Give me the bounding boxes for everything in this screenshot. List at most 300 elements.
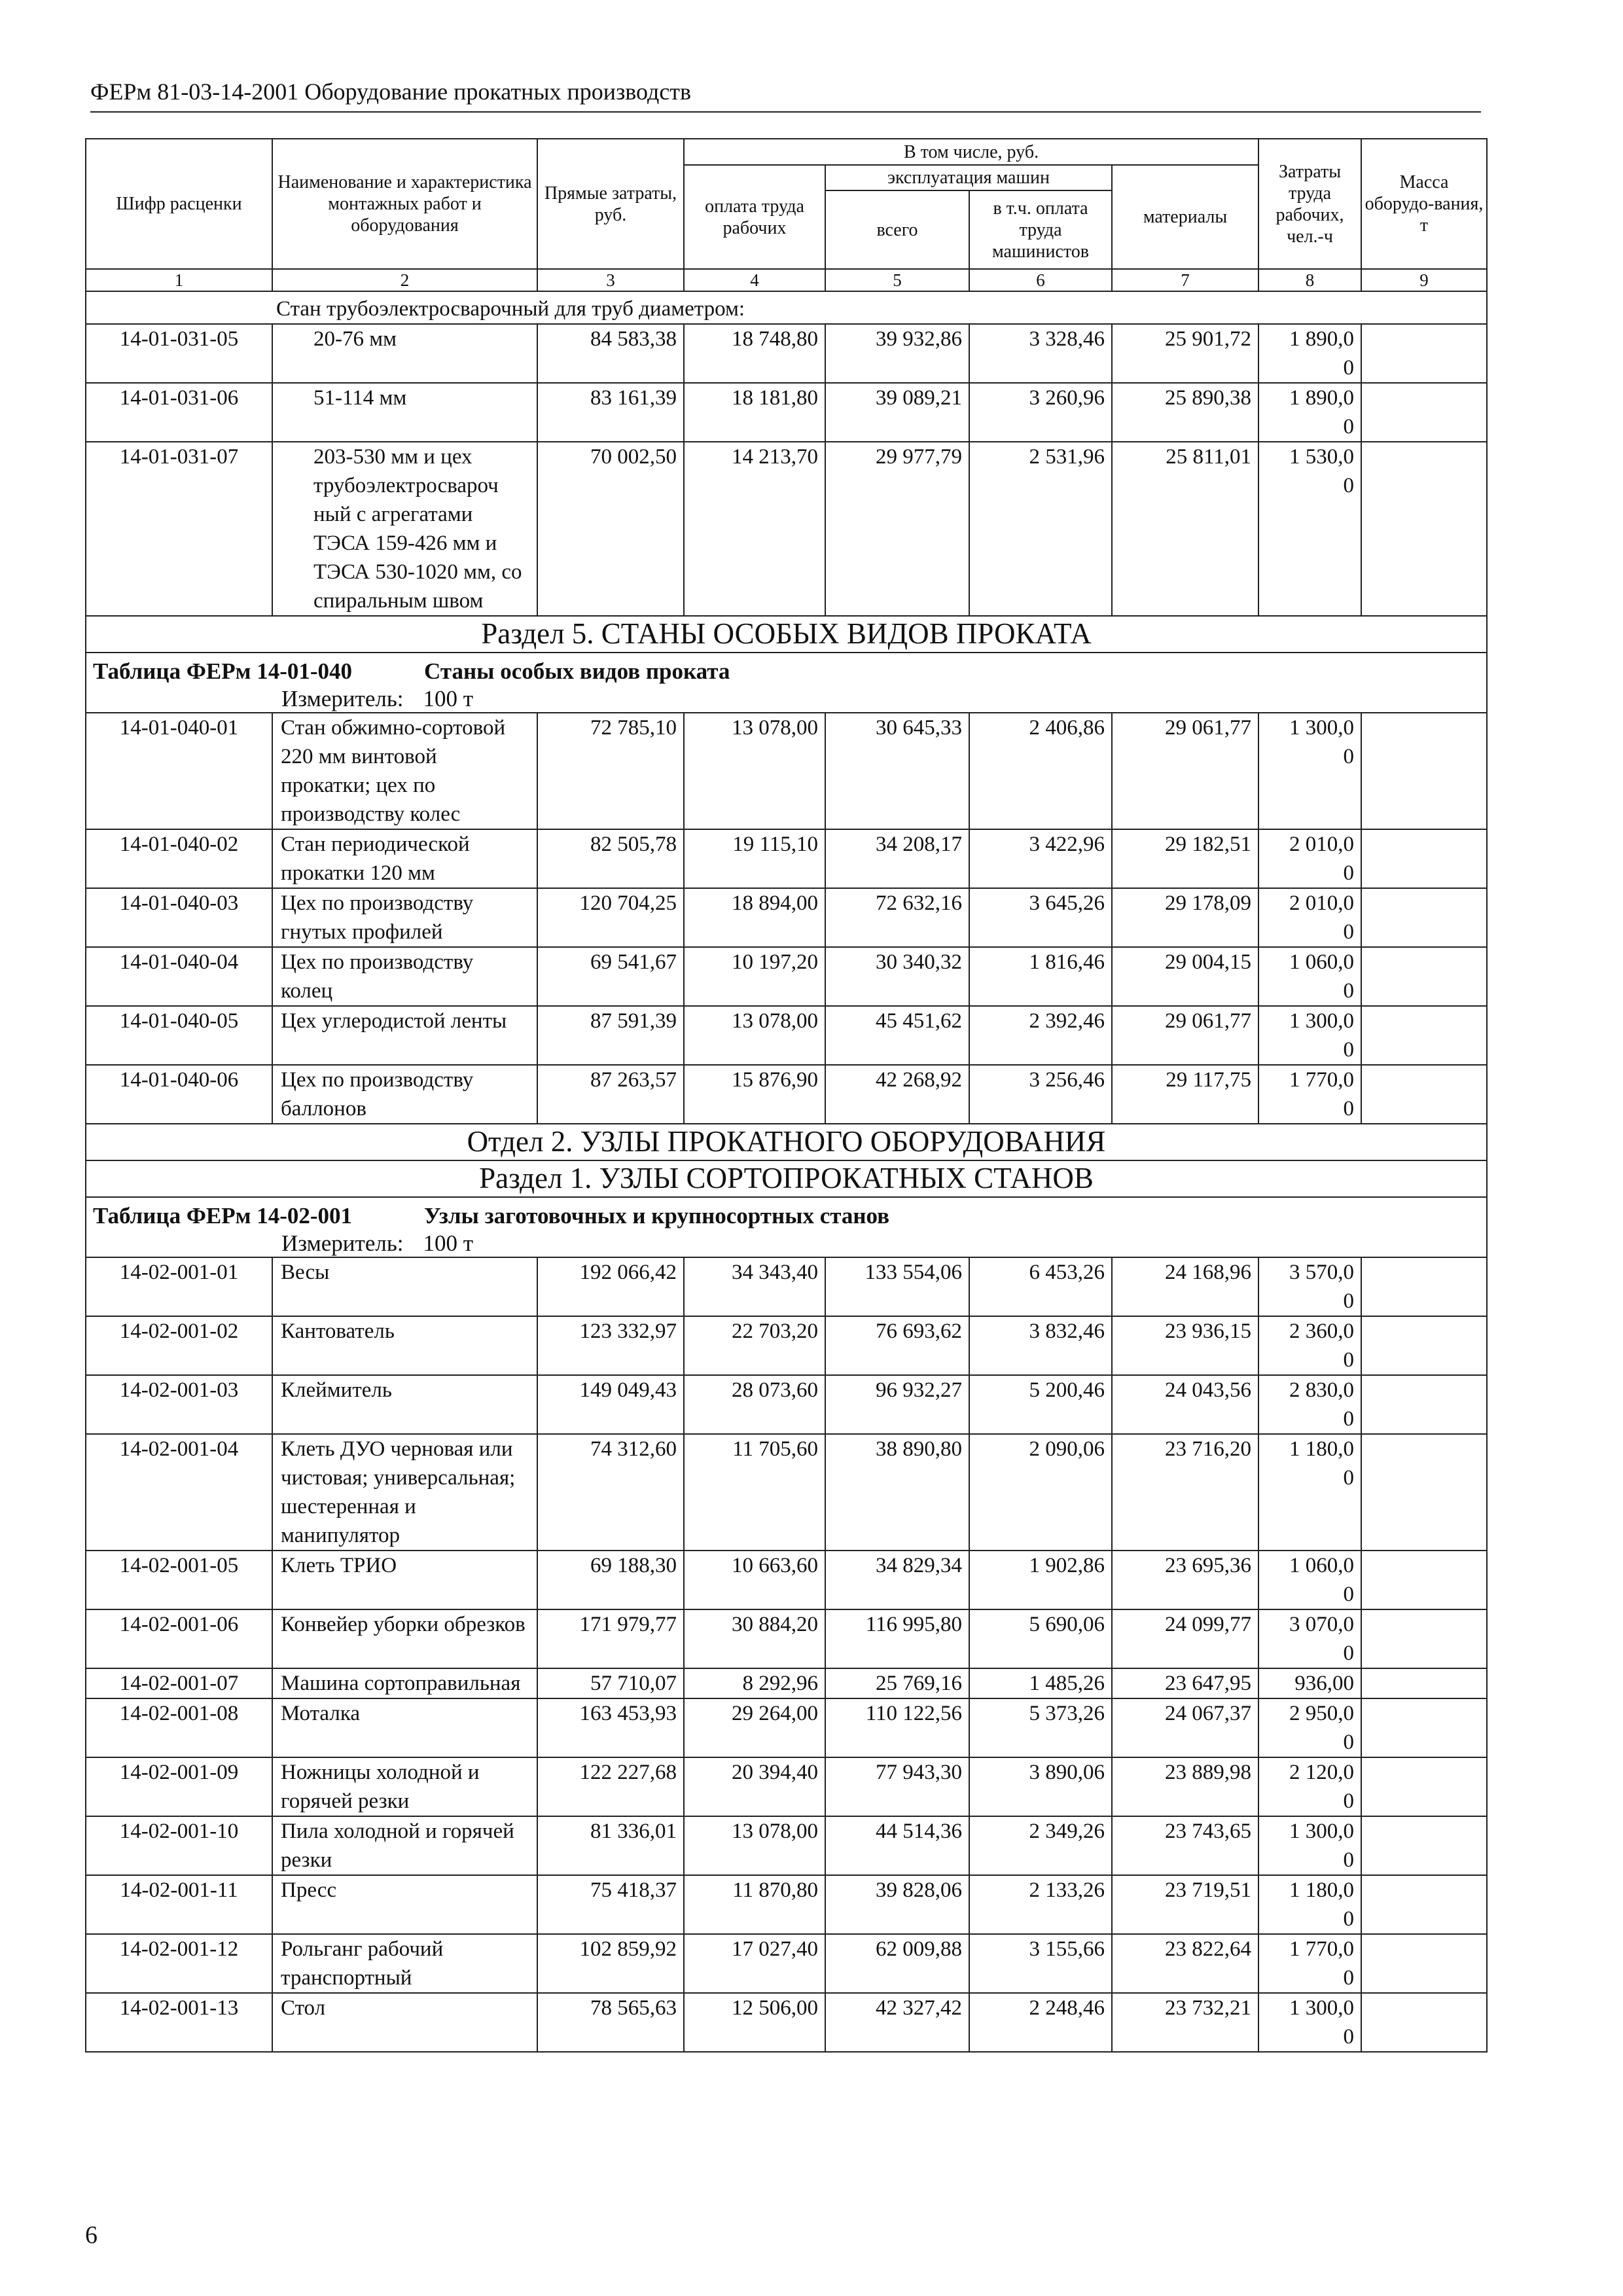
row-machinists-wages: 2 133,26 bbox=[969, 1875, 1112, 1934]
table-row bbox=[86, 1934, 1487, 1993]
row-labor bbox=[1258, 1698, 1361, 1757]
row-mass bbox=[1361, 1934, 1487, 1993]
row-wages: 11 705,60 bbox=[684, 1434, 825, 1551]
labor-value-wrap: 0 bbox=[1343, 1097, 1355, 1121]
row-code: 14-01-031-07 bbox=[86, 442, 272, 616]
row-direct-cost: 81 336,01 bbox=[537, 1816, 684, 1875]
labor-value: 1 300,0 bbox=[1289, 1009, 1355, 1033]
row-code: 14-01-040-05 bbox=[86, 1006, 272, 1065]
labor-value-wrap: 0 bbox=[1343, 1907, 1355, 1931]
col-num: 2 bbox=[272, 269, 537, 291]
row-code: 14-01-031-05 bbox=[86, 324, 272, 383]
col-header-direct: Прямые затраты, руб. bbox=[537, 139, 684, 269]
row-wages: 10 663,60 bbox=[684, 1551, 825, 1609]
row-name: Пила холодной и горячей резки bbox=[272, 1816, 537, 1875]
row-wages: 17 027,40 bbox=[684, 1934, 825, 1993]
row-materials: 25 890,38 bbox=[1112, 383, 1258, 442]
row-materials: 23 719,51 bbox=[1112, 1875, 1258, 1934]
row-labor bbox=[1258, 1006, 1361, 1065]
row-machinists-wages: 5 690,06 bbox=[969, 1609, 1112, 1668]
row-code: 14-01-040-03 bbox=[86, 888, 272, 947]
labor-value: 2 830,0 bbox=[1289, 1378, 1355, 1402]
row-name: Машина сортоправильная bbox=[272, 1668, 537, 1698]
row-labor bbox=[1258, 1757, 1361, 1816]
row-machines-total: 42 327,42 bbox=[825, 1993, 969, 2052]
table-row bbox=[86, 829, 1487, 888]
row-direct-cost: 149 049,43 bbox=[537, 1375, 684, 1434]
labor-value: 1 300,0 bbox=[1289, 716, 1355, 740]
row-code: 14-01-040-04 bbox=[86, 947, 272, 1006]
row-name: 51-114 мм bbox=[272, 383, 537, 442]
row-name: Кантователь bbox=[272, 1316, 537, 1375]
row-wages: 28 073,60 bbox=[684, 1375, 825, 1434]
labor-value: 1 060,0 bbox=[1289, 950, 1355, 974]
row-machines-total: 116 995,80 bbox=[825, 1609, 969, 1668]
row-machinists-wages: 2 349,26 bbox=[969, 1816, 1112, 1875]
row-machinists-wages: 3 645,26 bbox=[969, 888, 1112, 947]
table-row bbox=[86, 442, 1487, 616]
section-title: Раздел 1. УЗЛЫ СОРТОПРОКАТНЫХ СТАНОВ bbox=[86, 1160, 1487, 1197]
labor-value: 1 890,0 bbox=[1289, 386, 1355, 410]
row-machines-total: 29 977,79 bbox=[825, 442, 969, 616]
table-label: Таблица ФЕРм 14-01-040 bbox=[93, 658, 353, 684]
price-table bbox=[85, 138, 1488, 2053]
labor-value: 3 570,0 bbox=[1289, 1261, 1355, 1284]
row-direct-cost: 70 002,50 bbox=[537, 442, 684, 616]
row-materials: 24 099,77 bbox=[1112, 1609, 1258, 1668]
row-mass bbox=[1361, 1065, 1487, 1124]
col-header-incl-mach: в т.ч. оплата труда машинистов bbox=[969, 190, 1112, 269]
labor-value: 1 770,0 bbox=[1289, 1068, 1355, 1092]
row-wages: 14 213,70 bbox=[684, 442, 825, 616]
row-machines-total: 62 009,88 bbox=[825, 1934, 969, 1993]
row-materials: 29 182,51 bbox=[1112, 829, 1258, 888]
row-code: 14-02-001-03 bbox=[86, 1375, 272, 1434]
labor-value: 936,00 bbox=[1294, 1672, 1355, 1695]
col-num: 6 bbox=[969, 269, 1112, 291]
row-materials: 29 061,77 bbox=[1112, 713, 1258, 829]
department-title: Отдел 2. УЗЛЫ ПРОКАТНОГО ОБОРУДОВАНИЯ bbox=[86, 1124, 1487, 1160]
row-machines-total: 133 554,06 bbox=[825, 1257, 969, 1316]
row-machines-total: 25 769,16 bbox=[825, 1668, 969, 1698]
labor-value-wrap: 0 bbox=[1343, 979, 1355, 1003]
measure bbox=[93, 1230, 1480, 1257]
measure-value: 100 т bbox=[423, 1230, 474, 1256]
row-materials: 23 936,15 bbox=[1112, 1316, 1258, 1375]
row-machinists-wages: 5 200,46 bbox=[969, 1375, 1112, 1434]
row-materials: 23 889,98 bbox=[1112, 1757, 1258, 1816]
row-machines-total: 72 632,16 bbox=[825, 888, 969, 947]
table-row bbox=[86, 1757, 1487, 1816]
row-name: Стол bbox=[272, 1993, 537, 2052]
row-labor bbox=[1258, 888, 1361, 947]
row-machinists-wages: 3 155,66 bbox=[969, 1934, 1112, 1993]
row-mass bbox=[1361, 1316, 1487, 1375]
col-header-name: Наименование и характеристика монтажных работ и оборудования bbox=[272, 139, 537, 269]
row-code: 14-02-001-05 bbox=[86, 1551, 272, 1609]
labor-value: 1 300,0 bbox=[1289, 1996, 1355, 2020]
labor-value-wrap: 0 bbox=[1343, 1407, 1355, 1431]
row-name: Стан периодической прокатки 120 мм bbox=[272, 829, 537, 888]
measure-label: Измеритель: bbox=[281, 686, 404, 711]
row-labor bbox=[1258, 1257, 1361, 1316]
labor-value: 2 010,0 bbox=[1289, 833, 1355, 856]
row-wages: 18 181,80 bbox=[684, 383, 825, 442]
col-header-wages: оплата труда рабочих bbox=[684, 165, 825, 269]
row-machines-total: 44 514,36 bbox=[825, 1816, 969, 1875]
row-mass bbox=[1361, 829, 1487, 888]
labor-value: 2 010,0 bbox=[1289, 891, 1355, 915]
row-mass bbox=[1361, 713, 1487, 829]
row-machinists-wages: 2 392,46 bbox=[969, 1006, 1112, 1065]
row-code: 14-01-040-02 bbox=[86, 829, 272, 888]
row-code: 14-02-001-11 bbox=[86, 1875, 272, 1934]
col-header-mass: Масса оборудо-вания, т bbox=[1361, 139, 1487, 269]
row-code: 14-01-031-06 bbox=[86, 383, 272, 442]
labor-value-wrap: 0 bbox=[1343, 745, 1355, 768]
row-materials: 25 901,72 bbox=[1112, 324, 1258, 383]
row-name: Клеть ТРИО bbox=[272, 1551, 537, 1609]
labor-value: 1 530,0 bbox=[1289, 445, 1355, 469]
row-labor bbox=[1258, 1934, 1361, 1993]
row-direct-cost: 192 066,42 bbox=[537, 1257, 684, 1316]
row-wages: 8 292,96 bbox=[684, 1668, 825, 1698]
row-name: 20-76 мм bbox=[272, 324, 537, 383]
row-code: 14-02-001-09 bbox=[86, 1757, 272, 1816]
row-machines-total: 42 268,92 bbox=[825, 1065, 969, 1124]
row-wages: 19 115,10 bbox=[684, 829, 825, 888]
row-materials: 23 822,64 bbox=[1112, 1934, 1258, 1993]
row-name: Клеймитель bbox=[272, 1375, 537, 1434]
row-wages: 30 884,20 bbox=[684, 1609, 825, 1668]
row-wages: 11 870,80 bbox=[684, 1875, 825, 1934]
row-machines-total: 30 340,32 bbox=[825, 947, 969, 1006]
labor-value: 1 890,0 bbox=[1289, 327, 1355, 351]
row-mass bbox=[1361, 1875, 1487, 1934]
labor-value-wrap: 0 bbox=[1343, 1789, 1355, 1813]
row-name: Стан обжимно-сортовой 220 мм винтовой прокатки; цех по производству колес bbox=[272, 713, 537, 829]
row-mass bbox=[1361, 1816, 1487, 1875]
row-wages: 15 876,90 bbox=[684, 1065, 825, 1124]
row-direct-cost: 87 263,57 bbox=[537, 1065, 684, 1124]
row-mass bbox=[1361, 442, 1487, 616]
table-row bbox=[86, 1375, 1487, 1434]
labor-value-wrap: 0 bbox=[1343, 1466, 1355, 1490]
row-name: Весы bbox=[272, 1257, 537, 1316]
row-materials: 23 695,36 bbox=[1112, 1551, 1258, 1609]
row-mass bbox=[1361, 324, 1487, 383]
row-mass bbox=[1361, 1434, 1487, 1551]
labor-value: 1 180,0 bbox=[1289, 1437, 1355, 1461]
col-header-incl: В том числе, руб. bbox=[684, 139, 1258, 165]
row-labor bbox=[1258, 1609, 1361, 1668]
table-row bbox=[86, 713, 1487, 829]
row-labor bbox=[1258, 1551, 1361, 1609]
row-mass bbox=[1361, 1609, 1487, 1668]
table-row bbox=[86, 1434, 1487, 1551]
table-title bbox=[86, 1197, 1487, 1257]
row-machines-total: 45 451,62 bbox=[825, 1006, 969, 1065]
row-machines-total: 34 208,17 bbox=[825, 829, 969, 888]
group-caption bbox=[86, 291, 1487, 324]
row-machines-total: 96 932,27 bbox=[825, 1375, 969, 1434]
row-code: 14-02-001-08 bbox=[86, 1698, 272, 1757]
table-row bbox=[86, 1257, 1487, 1316]
row-machinists-wages: 3 890,06 bbox=[969, 1757, 1112, 1816]
row-code: 14-02-001-07 bbox=[86, 1668, 272, 1698]
labor-value: 2 950,0 bbox=[1289, 1702, 1355, 1725]
row-name: Пресс bbox=[272, 1875, 537, 1934]
table-row bbox=[86, 1875, 1487, 1934]
col-num: 3 bbox=[537, 269, 684, 291]
row-direct-cost: 83 161,39 bbox=[537, 383, 684, 442]
row-name: Цех углеродистой ленты bbox=[272, 1006, 537, 1065]
row-name: Рольганг рабочий транспортный bbox=[272, 1934, 537, 1993]
row-mass bbox=[1361, 1993, 1487, 2052]
page-number: 6 bbox=[85, 2221, 98, 2249]
row-direct-cost: 69 188,30 bbox=[537, 1551, 684, 1609]
row-mass bbox=[1361, 1006, 1487, 1065]
labor-value-wrap: 0 bbox=[1343, 1348, 1355, 1372]
row-machines-total: 38 890,80 bbox=[825, 1434, 969, 1551]
row-direct-cost: 74 312,60 bbox=[537, 1434, 684, 1551]
row-labor bbox=[1258, 1668, 1361, 1698]
row-mass bbox=[1361, 383, 1487, 442]
row-name: Клеть ДУО черновая или чистовая; универсальная; шестеренная и манипулятор bbox=[272, 1434, 537, 1551]
row-materials: 29 004,15 bbox=[1112, 947, 1258, 1006]
row-materials: 24 168,96 bbox=[1112, 1257, 1258, 1316]
row-wages: 10 197,20 bbox=[684, 947, 825, 1006]
row-mass bbox=[1361, 1757, 1487, 1816]
table-row bbox=[86, 1816, 1487, 1875]
table-label: Таблица ФЕРм 14-02-001 bbox=[93, 1203, 353, 1229]
row-machinists-wages: 3 256,46 bbox=[969, 1065, 1112, 1124]
row-mass bbox=[1361, 947, 1487, 1006]
row-wages: 13 078,00 bbox=[684, 1816, 825, 1875]
measure-label: Измеритель: bbox=[281, 1230, 404, 1256]
row-direct-cost: 171 979,77 bbox=[537, 1609, 684, 1668]
row-wages: 12 506,00 bbox=[684, 1993, 825, 2052]
row-labor bbox=[1258, 829, 1361, 888]
row-labor bbox=[1258, 947, 1361, 1006]
row-direct-cost: 69 541,67 bbox=[537, 947, 684, 1006]
table-row bbox=[86, 888, 1487, 947]
row-labor bbox=[1258, 1993, 1361, 2052]
row-machinists-wages: 2 248,46 bbox=[969, 1993, 1112, 2052]
row-labor bbox=[1258, 383, 1361, 442]
col-header-materials: материалы bbox=[1112, 165, 1258, 269]
row-machinists-wages: 6 453,26 bbox=[969, 1257, 1112, 1316]
table-name: Узлы заготовочных и крупносортных станов bbox=[424, 1203, 890, 1229]
row-machines-total: 77 943,30 bbox=[825, 1757, 969, 1816]
row-code: 14-01-040-06 bbox=[86, 1065, 272, 1124]
row-direct-cost: 163 453,93 bbox=[537, 1698, 684, 1757]
row-machines-total: 39 089,21 bbox=[825, 383, 969, 442]
row-machinists-wages: 1 816,46 bbox=[969, 947, 1112, 1006]
row-code: 14-02-001-01 bbox=[86, 1257, 272, 1316]
row-materials: 24 043,56 bbox=[1112, 1375, 1258, 1434]
col-header-machines: эксплуатация машин bbox=[825, 165, 1112, 190]
row-machinists-wages: 3 832,46 bbox=[969, 1316, 1112, 1375]
table-row bbox=[86, 947, 1487, 1006]
labor-value: 1 770,0 bbox=[1289, 1937, 1355, 1961]
table-row bbox=[86, 383, 1487, 442]
row-mass bbox=[1361, 888, 1487, 947]
row-wages: 18 894,00 bbox=[684, 888, 825, 947]
row-machinists-wages: 2 531,96 bbox=[969, 442, 1112, 616]
row-name: Ножницы холодной и горячей резки bbox=[272, 1757, 537, 1816]
row-name: Цех по производству баллонов bbox=[272, 1065, 537, 1124]
row-materials: 29 061,77 bbox=[1112, 1006, 1258, 1065]
row-wages: 18 748,80 bbox=[684, 324, 825, 383]
row-direct-cost: 75 418,37 bbox=[537, 1875, 684, 1934]
labor-value-wrap: 0 bbox=[1343, 415, 1355, 439]
table-row bbox=[86, 324, 1487, 383]
labor-value-wrap: 0 bbox=[1343, 1966, 1355, 1990]
labor-value: 1 180,0 bbox=[1289, 1878, 1355, 1902]
row-materials: 23 716,20 bbox=[1112, 1434, 1258, 1551]
caption-text: Стан трубоэлектросварочный для труб диаметром: bbox=[276, 297, 745, 321]
row-machines-total: 76 693,62 bbox=[825, 1316, 969, 1375]
table-row bbox=[86, 1065, 1487, 1124]
labor-value-wrap: 0 bbox=[1343, 2025, 1355, 2049]
row-direct-cost: 84 583,38 bbox=[537, 324, 684, 383]
row-machinists-wages: 5 373,26 bbox=[969, 1698, 1112, 1757]
row-machinists-wages: 2 406,86 bbox=[969, 713, 1112, 829]
row-machinists-wages: 1 902,86 bbox=[969, 1551, 1112, 1609]
row-name: Цех по производству колец bbox=[272, 947, 537, 1006]
row-labor bbox=[1258, 713, 1361, 829]
labor-value-wrap: 0 bbox=[1343, 1731, 1355, 1754]
row-direct-cost: 78 565,63 bbox=[537, 1993, 684, 2052]
row-machinists-wages: 3 328,46 bbox=[969, 324, 1112, 383]
col-num: 9 bbox=[1361, 269, 1487, 291]
table-row bbox=[86, 1006, 1487, 1065]
row-mass bbox=[1361, 1375, 1487, 1434]
section-title: Раздел 5. СТАНЫ ОСОБЫХ ВИДОВ ПРОКАТА bbox=[86, 616, 1487, 653]
row-wages: 20 394,40 bbox=[684, 1757, 825, 1816]
table-row bbox=[86, 1316, 1487, 1375]
row-code: 14-02-001-13 bbox=[86, 1993, 272, 2052]
row-labor bbox=[1258, 1875, 1361, 1934]
labor-value-wrap: 0 bbox=[1343, 474, 1355, 497]
measure bbox=[93, 686, 1480, 712]
col-header-total: всего bbox=[825, 190, 969, 269]
labor-value-wrap: 0 bbox=[1343, 1848, 1355, 1872]
row-machines-total: 30 645,33 bbox=[825, 713, 969, 829]
col-num: 5 bbox=[825, 269, 969, 291]
row-wages: 13 078,00 bbox=[684, 1006, 825, 1065]
table-row bbox=[86, 1551, 1487, 1609]
row-direct-cost: 123 332,97 bbox=[537, 1316, 684, 1375]
table-name: Станы особых видов проката bbox=[424, 658, 730, 684]
row-machines-total: 39 932,86 bbox=[825, 324, 969, 383]
row-wages: 34 343,40 bbox=[684, 1257, 825, 1316]
labor-value-wrap: 0 bbox=[1343, 1583, 1355, 1606]
row-machinists-wages: 3 260,96 bbox=[969, 383, 1112, 442]
table-row bbox=[86, 1668, 1487, 1698]
labor-value-wrap: 0 bbox=[1343, 1289, 1355, 1313]
row-wages: 29 264,00 bbox=[684, 1698, 825, 1757]
col-header-code: Шифр расценки bbox=[86, 139, 272, 269]
row-materials: 24 067,37 bbox=[1112, 1698, 1258, 1757]
row-materials: 23 743,65 bbox=[1112, 1816, 1258, 1875]
row-mass bbox=[1361, 1551, 1487, 1609]
row-mass bbox=[1361, 1257, 1487, 1316]
labor-value-wrap: 0 bbox=[1343, 356, 1355, 380]
row-direct-cost: 57 710,07 bbox=[537, 1668, 684, 1698]
page-header: ФЕРм 81-03-14-2001 Оборудование прокатных производств bbox=[90, 77, 1481, 113]
labor-value-wrap: 0 bbox=[1343, 1038, 1355, 1062]
row-mass bbox=[1361, 1668, 1487, 1698]
table-row bbox=[86, 1698, 1487, 1757]
row-machines-total: 39 828,06 bbox=[825, 1875, 969, 1934]
labor-value-wrap: 0 bbox=[1343, 1641, 1355, 1665]
labor-value: 2 120,0 bbox=[1289, 1761, 1355, 1784]
row-labor bbox=[1258, 1375, 1361, 1434]
labor-value: 3 070,0 bbox=[1289, 1613, 1355, 1636]
col-num: 7 bbox=[1112, 269, 1258, 291]
row-code: 14-01-040-01 bbox=[86, 713, 272, 829]
row-direct-cost: 120 704,25 bbox=[537, 888, 684, 947]
row-materials: 23 647,95 bbox=[1112, 1668, 1258, 1698]
row-wages: 13 078,00 bbox=[684, 713, 825, 829]
row-machinists-wages: 1 485,26 bbox=[969, 1668, 1112, 1698]
row-labor bbox=[1258, 1816, 1361, 1875]
row-machines-total: 34 829,34 bbox=[825, 1551, 969, 1609]
row-materials: 29 117,75 bbox=[1112, 1065, 1258, 1124]
row-labor bbox=[1258, 324, 1361, 383]
row-labor bbox=[1258, 442, 1361, 616]
row-name: 203-530 мм и цех трубоэлектросвароч ный с агрегатами ТЭСА 159-426 мм и ТЭСА 530-1020 мм, со спиральным швом bbox=[272, 442, 537, 616]
row-labor bbox=[1258, 1434, 1361, 1551]
col-header-labor: Затраты труда рабочих, чел.-ч bbox=[1258, 139, 1361, 269]
row-code: 14-02-001-12 bbox=[86, 1934, 272, 1993]
labor-value-wrap: 0 bbox=[1343, 861, 1355, 885]
row-mass bbox=[1361, 1698, 1487, 1757]
row-name: Конвейер уборки обрезков bbox=[272, 1609, 537, 1668]
row-machines-total: 110 122,56 bbox=[825, 1698, 969, 1757]
row-machinists-wages: 3 422,96 bbox=[969, 829, 1112, 888]
row-code: 14-02-001-04 bbox=[86, 1434, 272, 1551]
row-code: 14-02-001-10 bbox=[86, 1816, 272, 1875]
table-row bbox=[86, 1609, 1487, 1668]
row-labor bbox=[1258, 1065, 1361, 1124]
row-labor bbox=[1258, 1316, 1361, 1375]
labor-value-wrap: 0 bbox=[1343, 920, 1355, 944]
table-row bbox=[86, 1993, 1487, 2052]
row-code: 14-02-001-02 bbox=[86, 1316, 272, 1375]
labor-value: 2 360,0 bbox=[1289, 1319, 1355, 1343]
row-direct-cost: 122 227,68 bbox=[537, 1757, 684, 1816]
labor-value: 1 060,0 bbox=[1289, 1554, 1355, 1577]
row-machinists-wages: 2 090,06 bbox=[969, 1434, 1112, 1551]
row-materials: 29 178,09 bbox=[1112, 888, 1258, 947]
table-title bbox=[86, 653, 1487, 713]
row-direct-cost: 87 591,39 bbox=[537, 1006, 684, 1065]
row-direct-cost: 102 859,92 bbox=[537, 1934, 684, 1993]
col-num: 8 bbox=[1258, 269, 1361, 291]
measure-value: 100 т bbox=[423, 686, 474, 711]
row-name: Цех по производству гнутых профилей bbox=[272, 888, 537, 947]
labor-value: 1 300,0 bbox=[1289, 1820, 1355, 1843]
row-direct-cost: 82 505,78 bbox=[537, 829, 684, 888]
row-code: 14-02-001-06 bbox=[86, 1609, 272, 1668]
row-materials: 25 811,01 bbox=[1112, 442, 1258, 616]
row-direct-cost: 72 785,10 bbox=[537, 713, 684, 829]
col-num: 4 bbox=[684, 269, 825, 291]
col-num: 1 bbox=[86, 269, 272, 291]
